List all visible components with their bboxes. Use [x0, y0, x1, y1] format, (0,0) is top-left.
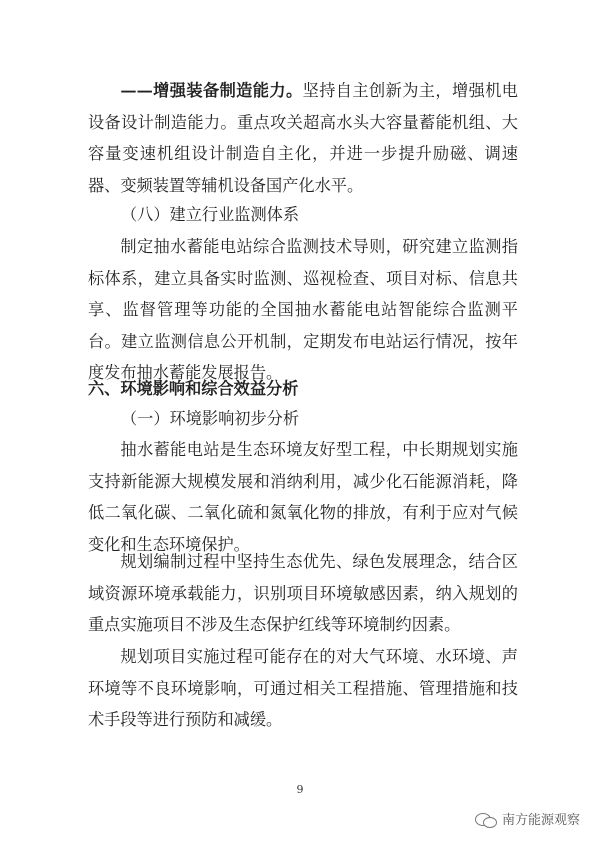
paragraph-environment-friendly: 抽水蓄能电站是生态环境友好型工程，中长期规划实施支持新能源大规模发展和消纳利用，减少化石能源消耗，降低二氧化碳、二氧化硫和氮氧化物的排放，有利于应对气候变化和生态环境保护。 — [88, 440, 518, 554]
wechat-icon — [475, 811, 497, 827]
section-8-title: （八）建立行业监测体系 — [121, 205, 300, 224]
chapter-6-title: 六、环境影响和综合效益分析 — [88, 379, 299, 398]
paragraph-mitigation: 规划项目实施过程可能存在的对大气环境、水环境、声环境等不良环境影响，可通过相关工程措施、管理措施和技术手段等进行预防和减缓。 — [88, 647, 518, 729]
paragraph-lead: ——增强装备制造能力。 — [120, 81, 303, 100]
paragraph-planning-process: 规划编制过程中坚持生态优先、绿色发展理念，结合区域资源环境承载能力，识别项目环境敏感因素，纳入规划的重点实施项目不涉及生态保护红线等环境制约因素。 — [88, 552, 518, 634]
paragraph-equipment-manufacturing — [88, 75, 518, 201]
section-1-title: （一）环境影响初步分析 — [121, 409, 300, 428]
watermark-text: 南方能源观察 — [501, 813, 580, 828]
watermark — [475, 809, 580, 828]
paragraph-monitoring-system: 制定抽水蓄能电站综合监测技术导则，研究建立监测指标体系，建立具备实时监测、巡视检查、项目对标、信息共享、监督管理等功能的全国抽水蓄能电站智能综合监测平台。建立监测信息公开机制，定期发布电站运行情况，按年度发布抽水蓄能发展报告。 — [88, 237, 518, 382]
page-number: 9 — [296, 783, 304, 796]
paragraph-text: 坚持自主创新为主，增强机电设备设计制造能力。重点攻关超高水头大容量蓄能机组、大容量变速机组设计制造自主化，并进一步提升励磁、调速器、变频装置等辅机设备国产化水平。 — [88, 81, 518, 195]
